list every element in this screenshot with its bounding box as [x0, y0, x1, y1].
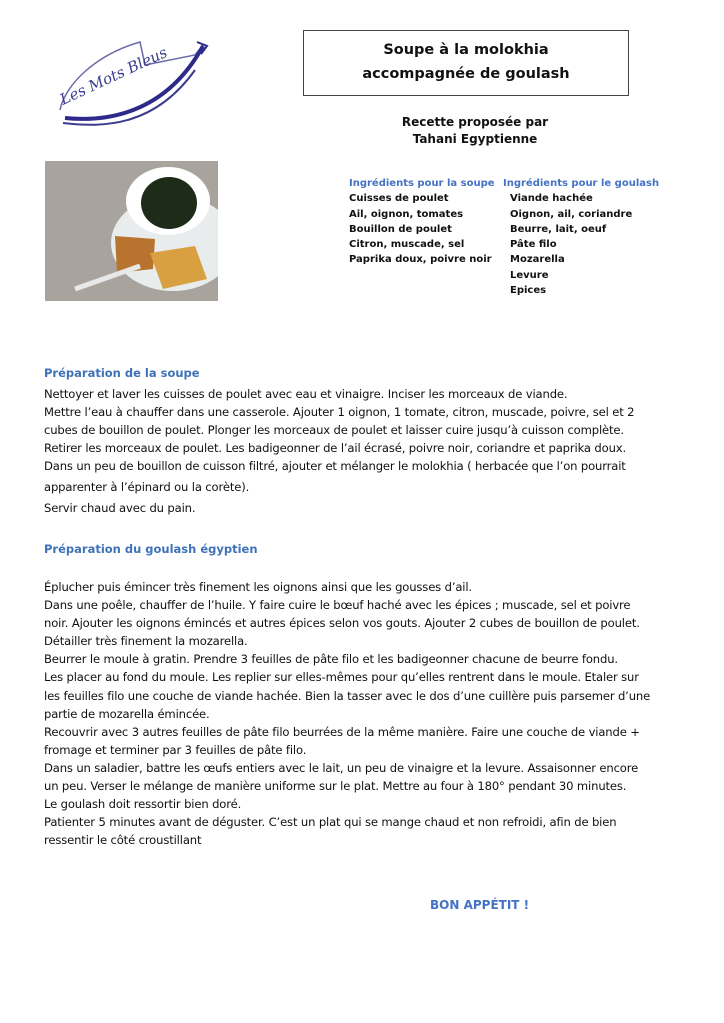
- svg-text:Les Mots Bleus: Les Mots Bleus: [57, 43, 171, 109]
- text-line: noir. Ajouter les oignons émincés et autres épices selon vos gouts. Ajouter 2 cubes de bouillon de poulet.: [44, 616, 640, 631]
- text-line: Dans un saladier, battre les œufs entiers avec le lait, un peu de vinaigre et la levure. Assaisonner encore: [44, 760, 639, 775]
- ingredient-item: Oignon, ail, coriandre: [510, 208, 633, 220]
- text-line: Le goulash doit ressortir bien doré.: [44, 797, 242, 812]
- text-line: Détailler très finement la mozarella.: [44, 634, 248, 649]
- text-line: apparenter à l’épinard ou la corète).: [44, 480, 250, 495]
- ingredients-soup-heading: Ingrédients pour la soupe: [349, 178, 495, 189]
- ingredient-item: Levure: [510, 269, 549, 281]
- text-line: Patienter 5 minutes avant de déguster. C’est un plat qui se mange chaud et non refroidi, afin de bien: [44, 815, 617, 830]
- text-line: Dans une poêle, chauffer de l’huile. Y faire cuire le bœuf haché avec les épices ; muscade, sel et poivre: [44, 598, 631, 613]
- ingredient-item: Beurre, lait, oeuf: [510, 223, 607, 235]
- ingredient-item: Epices: [510, 285, 547, 297]
- logo-graphic: [45, 30, 215, 130]
- title-line-1: Soupe à la molokhia: [383, 42, 549, 58]
- goulash-prep-heading: Préparation du goulash égyptien: [44, 542, 258, 556]
- text-line: Mettre l’eau à chauffer dans une casserole. Ajouter 1 oignon, 1 tomate, citron, muscade, poivre, sel et 2: [44, 405, 635, 420]
- text-line: partie de mozarella émincée.: [44, 706, 210, 721]
- closing-text: BON APPÉTIT !: [430, 898, 530, 912]
- ingredient-item: Bouillon de poulet: [349, 223, 452, 235]
- text-line: ressentir le côté croustillant: [44, 833, 202, 848]
- text-line: fromage et terminer par 3 feuilles de pâte filo.: [44, 742, 307, 757]
- soup-prep-heading: Préparation de la soupe: [44, 366, 200, 380]
- text-line: cubes de bouillon de poulet. Plonger les morceaux de poulet et laisser cuire jusqu’à cuisson complète.: [44, 423, 624, 438]
- text-line: Servir chaud avec du pain.: [44, 500, 196, 515]
- ingredient-item: Ail, oignon, tomates: [349, 208, 464, 220]
- goulash-prep-text: [44, 578, 706, 849]
- author-line-1: Recette proposée par: [401, 115, 549, 129]
- text-line: un peu. Verser le mélange de manière uniforme sur le plat. Mettre au four à 180° pendant 30 minutes.: [44, 779, 627, 794]
- title-line-2: accompagnée de goulash: [362, 66, 570, 82]
- ingredient-item: Pâte filo: [510, 239, 557, 251]
- ingredients-goulash-heading: Ingrédients pour le goulash: [503, 178, 660, 189]
- text-line: Retirer les morceaux de poulet. Les badigeonner de l’ail écrasé, poivre noir, coriandre et paprika doux.: [44, 441, 627, 456]
- ingredients-goulash: [503, 176, 663, 298]
- ingredient-item: Citron, muscade, sel: [349, 239, 465, 251]
- logo: [45, 30, 215, 130]
- food-photo-image: [45, 161, 218, 301]
- text-line: Beurrer le moule à gratin. Prendre 3 feuilles de pâte filo et les badigeonner chacune de beurre fondu.: [44, 652, 618, 667]
- title-box: [303, 30, 629, 96]
- soup-prep-text: [44, 385, 706, 517]
- author-line-2: Tahani Egyptienne: [412, 132, 538, 146]
- ingredient-item: Cuisses de poulet: [349, 193, 449, 205]
- food-photo: [45, 161, 218, 301]
- text-line: Les placer au fond du moule. Les replier sur elles-mêmes pour qu’elles rentrent dans le moule. Etaler sur: [44, 670, 639, 685]
- text-line: Nettoyer et laver les cuisses de poulet avec eau et vinaigre. Inciser les morceaux de viande.: [44, 387, 568, 401]
- text-line: Recouvrir avec 3 autres feuilles de pâte filo beurrées de la même manière. Faire une couche de viande +: [44, 724, 640, 739]
- text-line: Dans un peu de bouillon de cuisson filtré, ajouter et mélanger le molokhia ( herbacée que l’on pourrait: [44, 459, 626, 474]
- ingredients-soup: [349, 176, 499, 268]
- text-line: Éplucher puis émincer très finement les oignons ainsi que les gousses d’ail.: [44, 580, 472, 594]
- author-credit: [360, 114, 590, 148]
- ingredient-item: Viande hachée: [510, 193, 593, 205]
- ingredient-item: Paprika doux, poivre noir: [349, 254, 492, 266]
- text-line: les feuilles filo une couche de viande hachée. Bien la tasser avec le dos d’une cuillère puis parsemer d’une: [44, 688, 651, 703]
- ingredient-item: Mozarella: [510, 254, 565, 266]
